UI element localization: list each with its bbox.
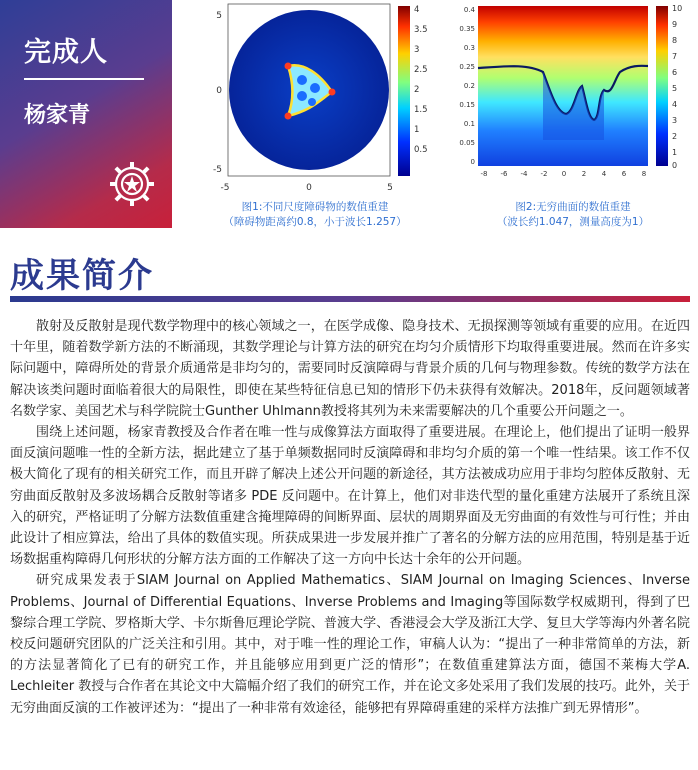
fig1-cbar-tick: 0.5: [414, 145, 428, 155]
fig2-ytick: 0.4: [463, 6, 475, 14]
fig1-cbar-tick: 2.5: [414, 65, 428, 75]
section-divider: [10, 296, 690, 302]
fig1-cbar-tick: 3: [414, 45, 420, 55]
fig2-ytick: 0.05: [459, 139, 475, 147]
figure-1-caption: [190, 200, 440, 230]
fig1-cbar-tick: 2: [414, 85, 420, 95]
figure-1-caption-note: （障碍物距离约0.8，小于波长1.257）: [223, 216, 407, 228]
fig1-cbar-tick: 1.5: [414, 105, 428, 115]
fig2-cbar-tick: 3: [672, 116, 678, 125]
fig1-cbar-tick: 1: [414, 125, 420, 135]
figure-1-caption-title: 图1:不同尺度障碍物的数值重建: [241, 201, 389, 213]
fig1-ytick-1: 0: [216, 86, 222, 96]
paragraph-publications: 研究成果发表于SIAM Journal on Applied Mathematics、SIAM Journal on Imaging Sciences、Inverse Problems、Journal of Differential Equations、Inverse Problems and Imaging等国际数学权威期刊，得到了巴黎综合理工学院、罗格斯大学、卡尔斯鲁厄理论学院、普渡大学、香港浸会大学及浙江大学、复旦大学等海内外著名院校反问题研究团队的广泛关注和引用。其中，对于唯一性的理论工作，审稿人认为：“提出了一种非常简单的方法，新的方法显著简化了已有的研究工作，并且能够应用到更广泛的情形”；在数值重建算法方面，德国不莱梅大学A. Lechleiter 教授与合作者在其论文中大篇幅介绍了我们的研究工作，并在论文多处采用了我们发展的技巧。此外，关于无穷曲面反演的工作被评述为：“提出了一种非常有效途径，能够把有界障碍重建的采样方法推广到无界情形”。: [10, 573, 690, 716]
fig2-cbar-tick: 4: [672, 100, 678, 109]
fig2-xtick: 4: [601, 170, 607, 178]
fig2-ytick: 0.3: [463, 44, 475, 52]
figure-2-plot: [448, 0, 698, 200]
fig2-cbar-tick: 1: [672, 148, 678, 157]
fig2-ytick: 0: [470, 158, 475, 166]
figure-2-caption-title: 图2:无穷曲面的数值重建: [515, 201, 631, 213]
fig1-xtick-0: -5: [220, 183, 230, 193]
fig2-xtick: 0: [561, 170, 567, 178]
figure-2-caption-note: （波长约1.047，测量高度为1）: [496, 216, 650, 228]
section-title: 成果简介: [10, 256, 154, 296]
fig2-xtick: -2: [540, 170, 548, 178]
small-obstacle-2: [329, 89, 336, 96]
fig1-ytick-2: -5: [213, 165, 222, 175]
fig2-ytick: 0.1: [463, 120, 475, 128]
figure-2-caption: [448, 200, 698, 230]
small-obstacle-3: [285, 113, 292, 120]
fig2-colorbar: [656, 6, 668, 166]
fig2-cbar-tick: 6: [672, 68, 678, 77]
fig2-cbar-tick: 8: [672, 36, 678, 45]
role-title: 完成人: [24, 37, 108, 68]
title-divider: [24, 78, 144, 80]
fig2-xtick: -8: [480, 170, 488, 178]
fig1-cbar-tick: 4: [414, 5, 420, 15]
fig2-ytick: 0.2: [463, 82, 475, 90]
figure-2: [448, 0, 698, 200]
fig2-xtick: -6: [500, 170, 508, 178]
fig2-cbar-tick: 5: [672, 84, 678, 93]
paragraph-background: 散射及反散射是现代数学物理中的核心领域之一，在医学成像、隐身技术、无损探测等领域有重要的应用。在近四十年里，随着数学新方法的不断涌现，其数学理论与计算方法的研究在均匀介质情形下均取得重要进展。然而在许多实际问题中，障碍所处的背景介质通常是非均匀的，需要同时反演障碍与背景介质的几何与物理参数。传统的数学方法在解决该类问题时面临着很大的局限性，即使在某些特征信息已知的情形下仍未获得有效解决。2018年，反问题领域著名数学家、美国艺术与科学院院士Gunther Uhlmann教授将其列为未来需要解决的几个重要公开问题之一。: [10, 319, 690, 419]
fig2-cbar-tick: 2: [672, 132, 678, 141]
fig1-cbar-tick: 3.5: [414, 25, 428, 35]
fig1-xtick-1: 0: [306, 183, 312, 193]
fig2-ytick: 0.25: [459, 63, 475, 71]
fig2-cbar-tick: 10: [672, 4, 683, 13]
fig2-xtick: 6: [621, 170, 627, 178]
fig2-cbar-tick: 0: [672, 161, 678, 170]
gear-emblem-icon: [108, 160, 156, 208]
fig2-cbar-tick: 7: [672, 52, 678, 61]
summary-body: [10, 316, 690, 719]
paragraph-achievements: 围绕上述问题，杨家青教授及合作者在唯一性与成像算法方面取得了重要进展。在理论上，他们提出了证明一般界面反演问题唯一性的全新方法，据此建立了基于单频数据同时反演障碍和非均匀介质的第一个唯一性结果。该工作不仅极大简化了现有的相关研究工作，而且开辟了解决上述公开问题的新途径，其方法被成功应用于非均匀腔体反散射、无穷曲面反散射及多波场耦合反散射等诸多 PDE 反问题中。在计算上，他们对非迭代型的量化重建方法展开了系统且深入的研究，严格证明了分解方法数值重建含掩埋障碍的间断界面、层状的周期界面及无穷曲面的有效性与可行性；并由此设计了相应算法，给出了具体的数值实现。所获成果进一步发展并推广了著名的分解方法的应用范围，特别是基于近场数据重构障碍几何形状的分解方法方面的工作解决了这一方向中长达十余年的公开问题。: [10, 425, 690, 568]
fig2-cbar-tick: 9: [672, 20, 678, 29]
fig2-xtick: 8: [641, 170, 647, 178]
figure-1-plot: [180, 0, 430, 200]
fig2-ytick: 0.15: [459, 101, 475, 109]
author-banner: [0, 0, 172, 228]
person-name: 杨家青: [24, 103, 91, 128]
small-obstacle-1: [285, 63, 292, 70]
fig2-xtick: -4: [520, 170, 528, 178]
fig2-ytick: 0.35: [459, 25, 475, 33]
figure-1: [180, 0, 430, 200]
fig2-xtick: 2: [581, 170, 587, 178]
fig1-ytick-0: 5: [216, 11, 222, 21]
fig1-xtick-2: 5: [387, 183, 393, 193]
fig1-colorbar: [398, 6, 410, 176]
field-image: [478, 6, 648, 166]
